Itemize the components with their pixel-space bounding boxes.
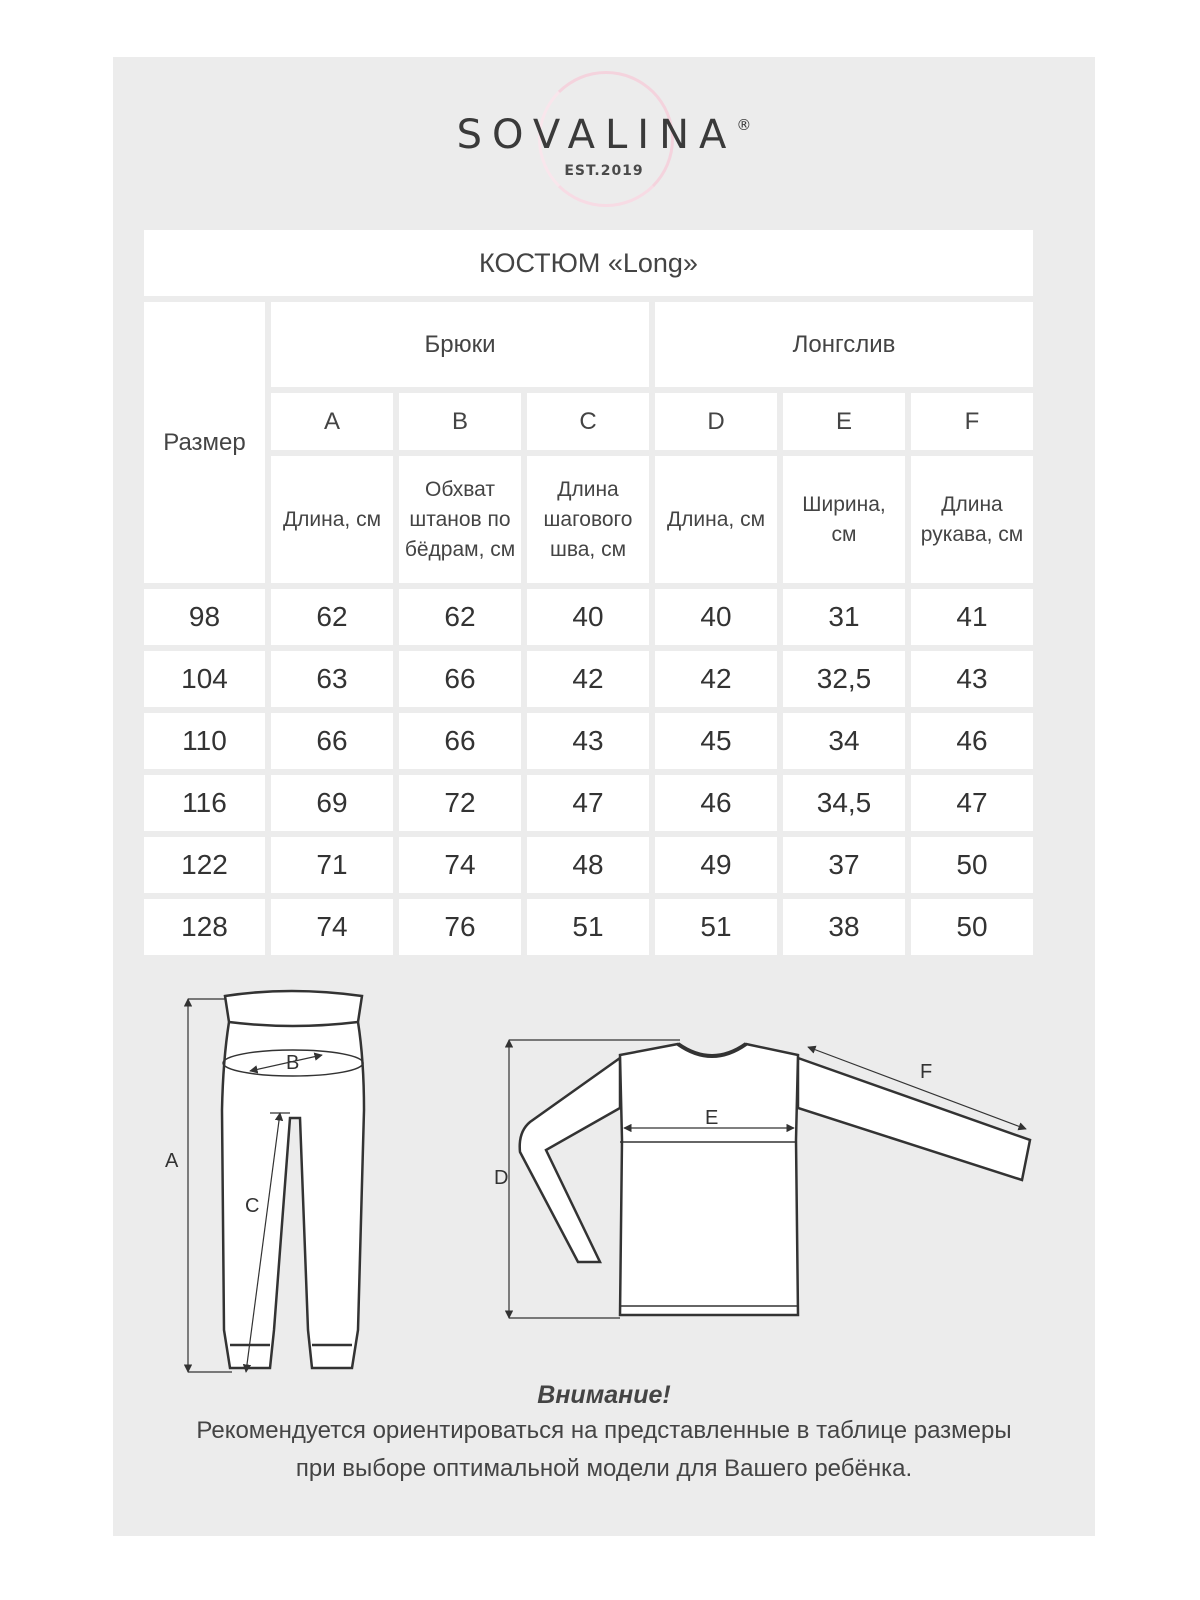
value-cell: 46 <box>911 713 1033 769</box>
value-cell: 37 <box>783 837 905 893</box>
col-description-text: Обхват штанов по бёдрам, см <box>404 477 516 561</box>
value-cell: 40 <box>527 589 649 645</box>
size-header: Размер <box>144 302 265 583</box>
value-cell: 74 <box>399 837 521 893</box>
value-cell: 51 <box>655 899 777 955</box>
size-cell: 104 <box>144 651 265 707</box>
pants-outline <box>222 991 364 1368</box>
value-cell: 46 <box>655 775 777 831</box>
col-letter: E <box>783 393 905 450</box>
pants-diagram <box>222 991 364 1368</box>
registered-mark: ® <box>736 116 752 134</box>
value-cell: 40 <box>655 589 777 645</box>
notice-line-2: при выборе оптимальной модели для Вашего ребёнка. <box>295 1455 913 1482</box>
value-cell: 47 <box>911 775 1033 831</box>
sleeve-right <box>798 1058 1030 1180</box>
value-cell: 48 <box>527 837 649 893</box>
size-cell: 110 <box>144 713 265 769</box>
value-cell: 50 <box>911 899 1033 955</box>
notice <box>113 1378 1095 1488</box>
size-cell: 128 <box>144 899 265 955</box>
value-cell: 69 <box>271 775 393 831</box>
notice-attention: Внимание! <box>537 1381 671 1409</box>
value-cell: 47 <box>527 775 649 831</box>
label-c: C <box>245 1195 260 1217</box>
value-cell: 38 <box>783 899 905 955</box>
value-cell: 76 <box>399 899 521 955</box>
value-cell: 63 <box>271 651 393 707</box>
table-title: КОСТЮМ «Long» <box>144 230 1033 296</box>
label-d: D <box>494 1167 509 1189</box>
size-cell: 116 <box>144 775 265 831</box>
col-description: Длина, см <box>271 456 393 583</box>
value-cell: 62 <box>271 589 393 645</box>
value-cell: 42 <box>655 651 777 707</box>
value-cell: 62 <box>399 589 521 645</box>
notice-line-1: Рекомендуется ориентироваться на представленные в таблице размеры <box>196 1417 1012 1444</box>
value-cell: 66 <box>399 651 521 707</box>
value-cell: 50 <box>911 837 1033 893</box>
size-cell: 98 <box>144 589 265 645</box>
col-letter: B <box>399 393 521 450</box>
brand-name: SOVALINA <box>456 112 737 158</box>
value-cell: 43 <box>911 651 1033 707</box>
value-cell: 66 <box>271 713 393 769</box>
longsleeve-body <box>620 1044 798 1315</box>
col-description-text: Ширина, см <box>802 492 886 546</box>
value-cell: 31 <box>783 589 905 645</box>
size-cell: 122 <box>144 837 265 893</box>
value-cell: 41 <box>911 589 1033 645</box>
value-cell: 45 <box>655 713 777 769</box>
col-description-text: Длина рукава, см <box>920 492 1024 546</box>
col-letter: A <box>271 393 393 450</box>
value-cell: 43 <box>527 713 649 769</box>
value-cell: 74 <box>271 899 393 955</box>
label-f: F <box>920 1061 933 1083</box>
col-description-text: Длина шагового шва, см <box>543 477 633 561</box>
group-pants: Брюки <box>271 302 649 387</box>
label-b: B <box>286 1052 300 1074</box>
value-cell: 49 <box>655 837 777 893</box>
label-e: E <box>705 1107 719 1129</box>
value-cell: 51 <box>527 899 649 955</box>
value-cell: 34 <box>783 713 905 769</box>
value-cell: 32,5 <box>783 651 905 707</box>
col-letter: F <box>911 393 1033 450</box>
col-letter: D <box>655 393 777 450</box>
longsleeve-diagram <box>520 1044 1030 1315</box>
value-cell: 72 <box>399 775 521 831</box>
group-longsleeve: Лонгслив <box>655 302 1033 387</box>
label-a: A <box>165 1150 179 1172</box>
value-cell: 34,5 <box>783 775 905 831</box>
sleeve-left <box>520 1058 620 1262</box>
value-cell: 42 <box>527 651 649 707</box>
value-cell: 66 <box>399 713 521 769</box>
logo-established: EST.2019 <box>564 163 644 179</box>
col-letter: C <box>527 393 649 450</box>
col-description: Длина, см <box>655 456 777 583</box>
value-cell: 71 <box>271 837 393 893</box>
